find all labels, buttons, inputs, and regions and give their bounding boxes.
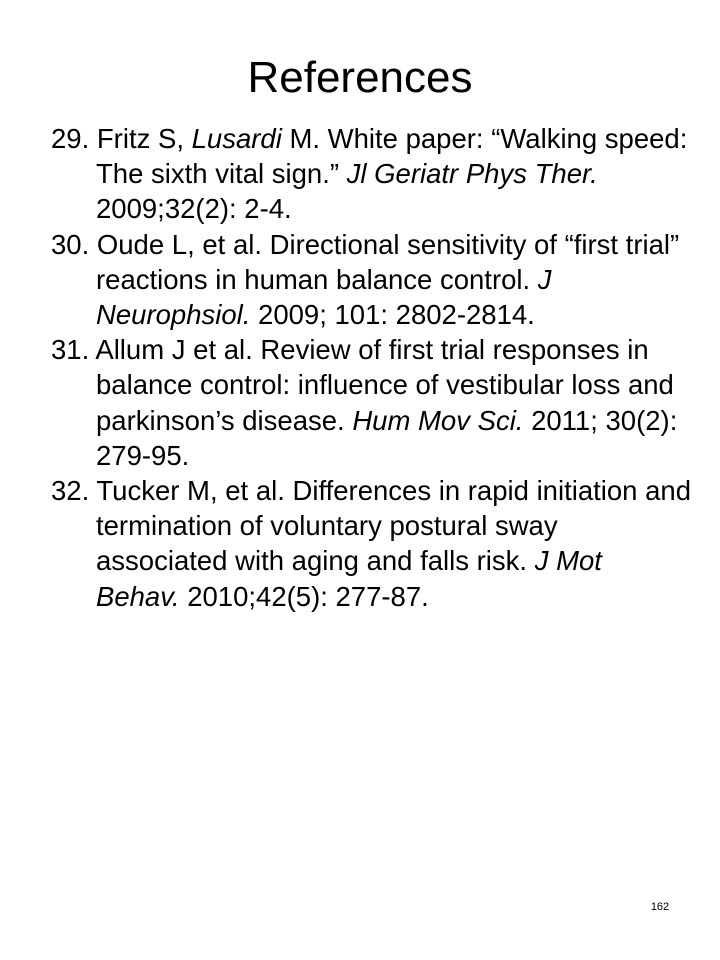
reference-journal: Jl Geriatr Phys Ther. [346, 158, 598, 190]
reference-text: Oude L, et al. Directional sensitivity of “first trial” reactions in human balance control. [96, 228, 680, 295]
reference-number: 31. [51, 334, 90, 366]
reference-title: M. White paper: “Walking speed: The sixth vital sign.” [96, 123, 688, 190]
reference-citation: 2011; 30(2): 279-95. [96, 404, 678, 471]
reference-item-29 [51, 121, 691, 227]
reference-authors: Fritz S, [96, 123, 192, 154]
reference-citation: 2009;32(2): 2-4. [96, 193, 292, 225]
reference-item-32 [51, 473, 691, 614]
reference-journal: J Neurophsiol. [96, 263, 552, 331]
reference-author-italic: Lusardi [191, 123, 282, 154]
reference-citation: 2009; 101: 2802-2814. [250, 299, 535, 331]
page-number: 162 [650, 901, 670, 913]
page-title: References [247, 53, 473, 102]
reference-item-30 [51, 227, 691, 333]
reference-number: 32. [51, 475, 90, 507]
reference-citation: 2010;42(5): 277-87. [179, 580, 429, 612]
reference-number: 30. [51, 228, 90, 260]
reference-item-31 [51, 332, 691, 473]
reference-journal: J Mot Behav. [96, 545, 602, 612]
reference-list [51, 121, 691, 614]
reference-text: Allum J et al. Review of first trial responses in balance control: influence of vestibular loss and parkinson’s disease. [95, 334, 674, 436]
reference-text: Tucker M, et al. Differences in rapid initiation and termination of voluntary postural sway associated with aging and falls risk. [96, 475, 691, 577]
reference-journal: Hum Mov Sci. [352, 404, 524, 436]
reference-number: 29. [51, 123, 90, 154]
